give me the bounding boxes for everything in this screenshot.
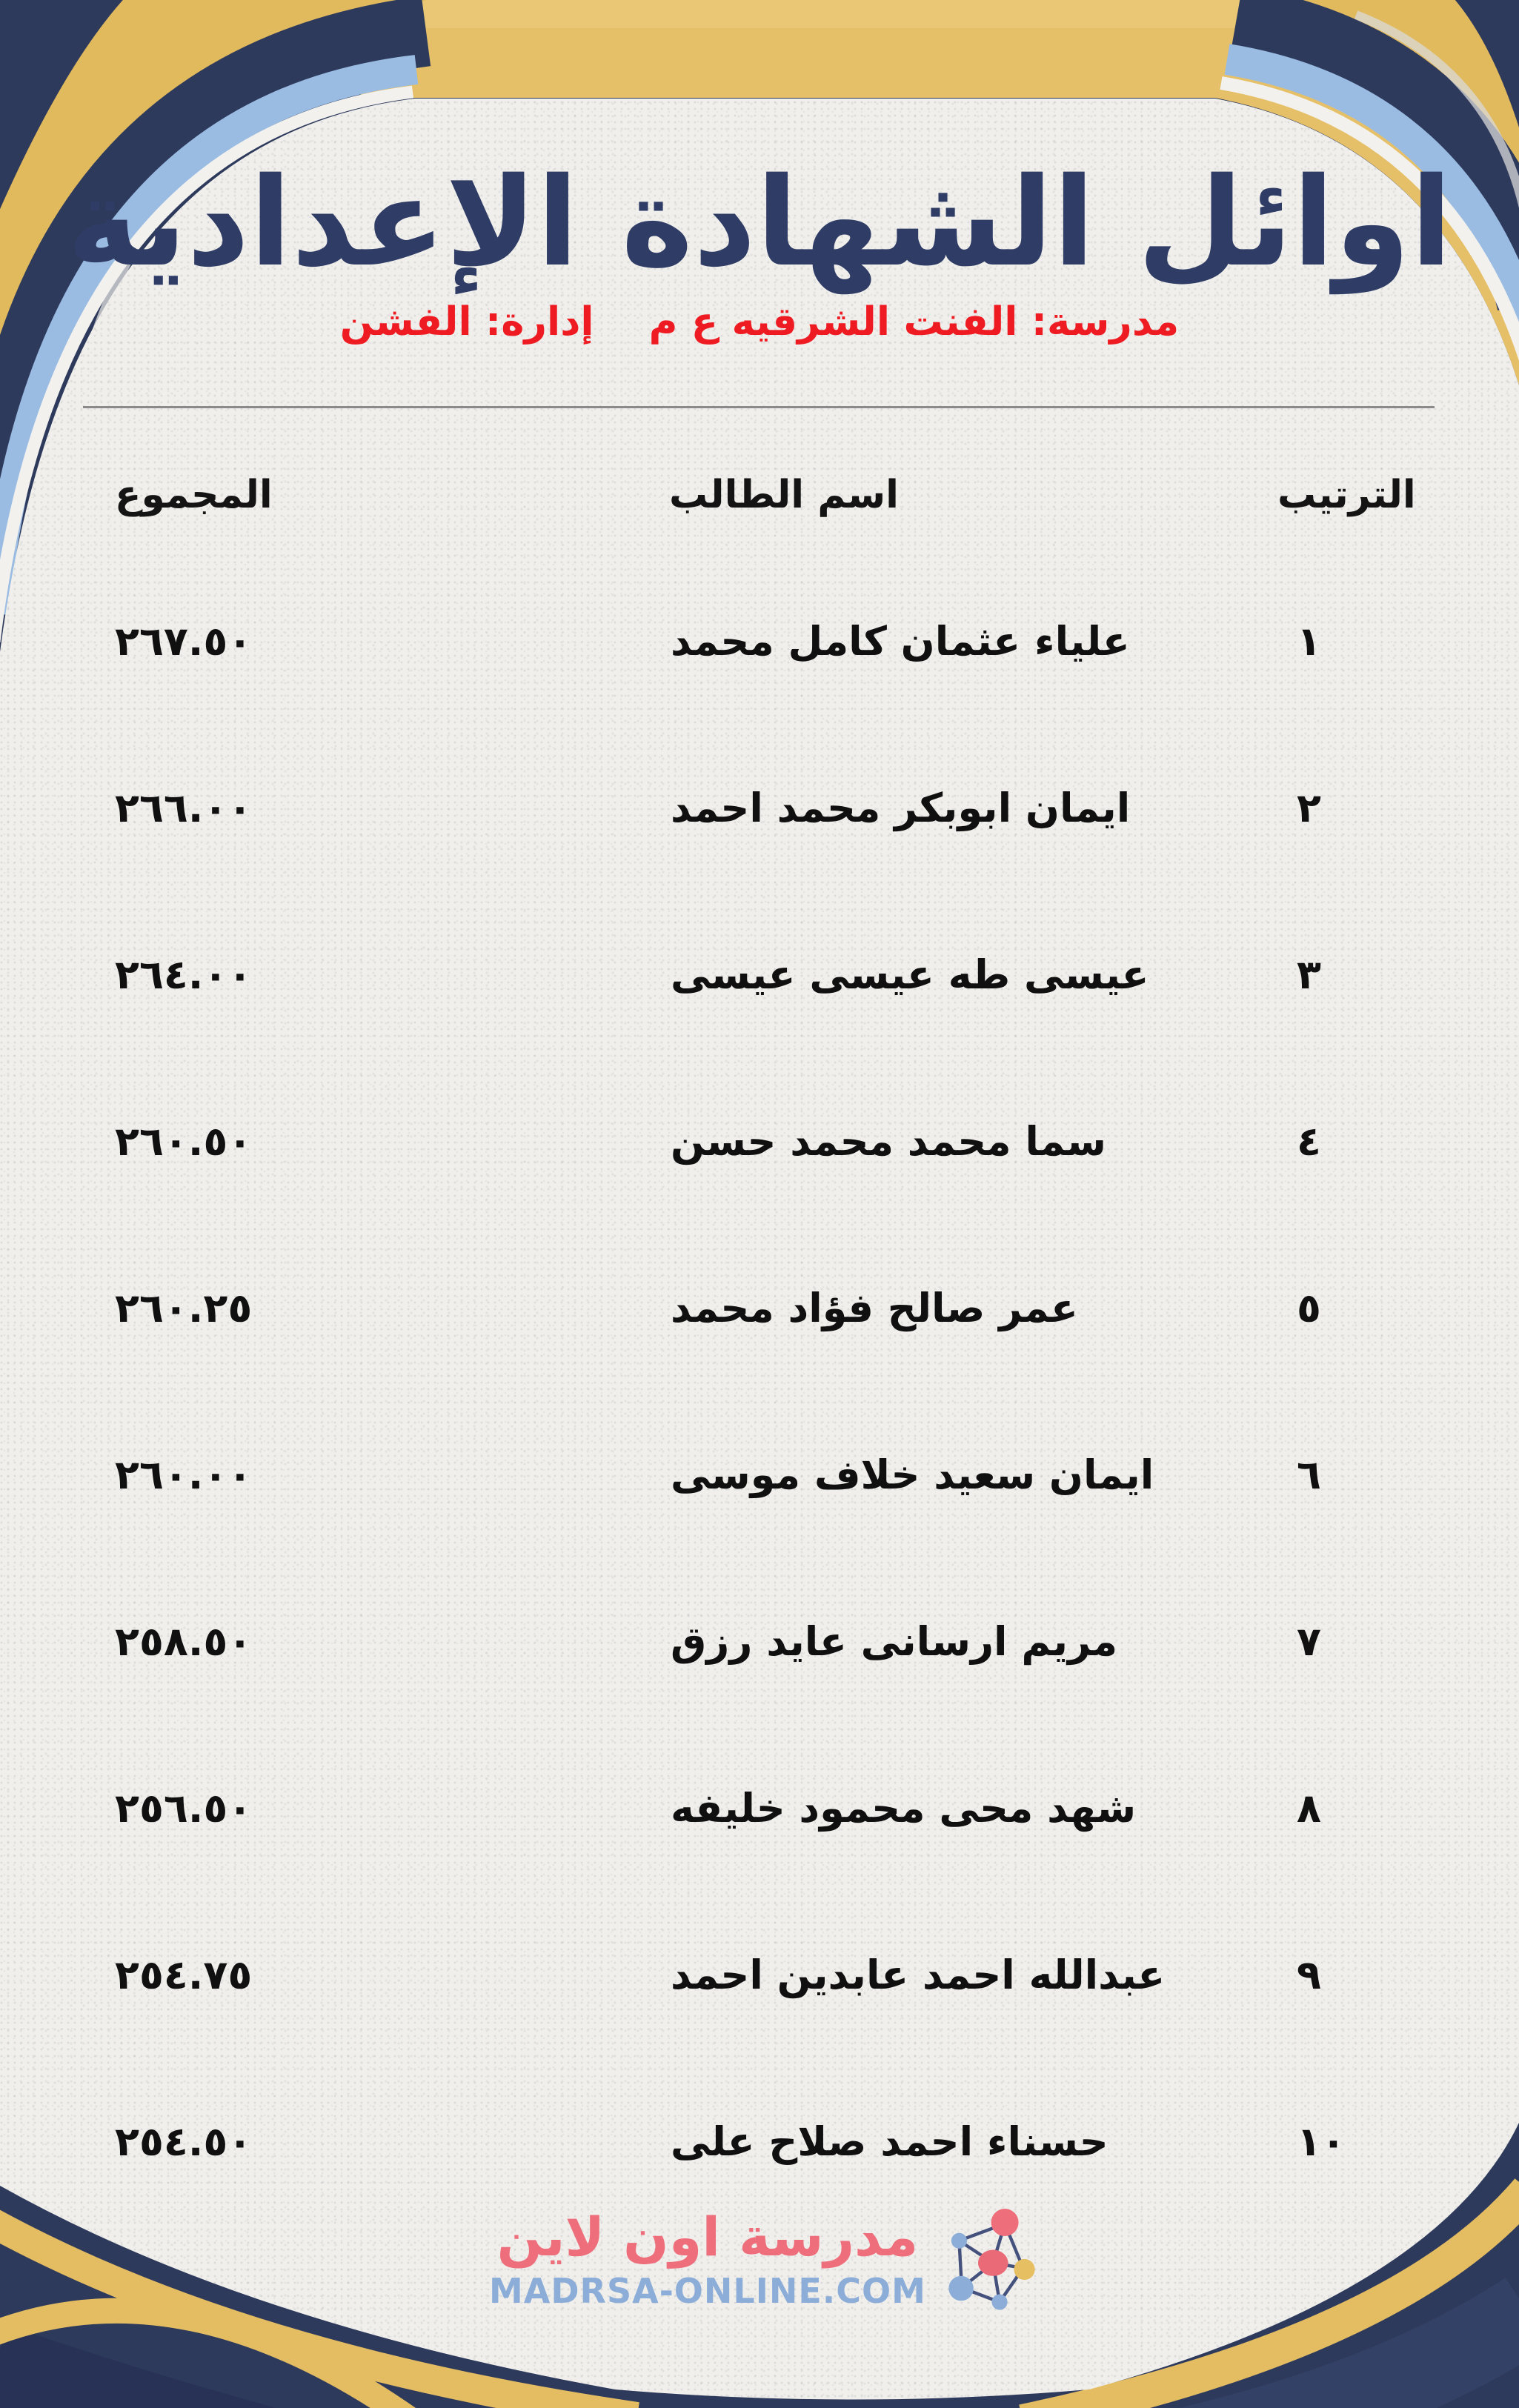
row-student-name: حسناء احمد صلاح على xyxy=(671,2118,1108,2165)
network-logo-icon xyxy=(940,2195,1037,2321)
row-total: ٢٥٤.٧٥ xyxy=(115,1951,253,1998)
school-name: مدرسة: الفنت الشرقيه ع م xyxy=(648,299,1180,345)
column-header-total: المجموع xyxy=(115,472,273,517)
site-brand-footer xyxy=(489,2192,1037,2325)
row-student-name: ايمان سعيد خلاف موسى xyxy=(671,1451,1154,1498)
node-gold-right xyxy=(1014,2259,1034,2280)
row-total: ٢٥٦.٥٠ xyxy=(115,1784,253,1832)
row-student-name: علياء عثمان كامل محمد xyxy=(671,617,1130,665)
row-rank: ١ xyxy=(1297,617,1321,665)
row-rank: ١٠ xyxy=(1297,2118,1346,2165)
row-student-name: عمر صالح فؤاد محمد xyxy=(671,1284,1078,1331)
table-row xyxy=(0,1430,1519,1519)
row-student-name: شهد محى محمود خليفه xyxy=(671,1784,1137,1832)
table-row xyxy=(0,2097,1519,2186)
table-row xyxy=(0,1763,1519,1852)
row-rank: ٩ xyxy=(1297,1951,1321,1998)
column-header-name: اسم الطالب xyxy=(669,472,899,517)
column-header-rank: الترتيب xyxy=(1277,472,1416,517)
brand-website: MADRSA-ONLINE.COM xyxy=(489,2271,926,2311)
node-pink-center xyxy=(978,2250,1008,2276)
row-student-name: عبدالله احمد عابدين احمد xyxy=(671,1951,1166,1998)
page-title: اوائل الشهادة الإعدادية xyxy=(67,151,1452,293)
row-total: ٢٥٨.٥٠ xyxy=(115,1617,253,1665)
row-rank: ٨ xyxy=(1297,1784,1321,1832)
table-row xyxy=(0,1930,1519,2019)
row-student-name: مريم ارسانى عايد رزق xyxy=(671,1617,1118,1665)
table-row xyxy=(0,1097,1519,1185)
node-blue-bottom-left xyxy=(948,2276,973,2301)
brand-texts xyxy=(489,2206,926,2311)
row-total: ٢٦٦.٠٠ xyxy=(115,784,253,831)
row-total: ٢٦٤.٠٠ xyxy=(115,951,253,998)
row-total: ٢٦٠.٢٥ xyxy=(115,1284,253,1331)
row-total: ٢٦٠.٥٠ xyxy=(115,1117,253,1165)
row-rank: ٦ xyxy=(1297,1451,1321,1498)
table-row xyxy=(0,1263,1519,1352)
table-row xyxy=(0,596,1519,685)
table-row xyxy=(0,763,1519,852)
row-rank: ٤ xyxy=(1297,1117,1321,1165)
row-total: ٢٦٠.٠٠ xyxy=(115,1451,253,1498)
district-name: إدارة: الفشن xyxy=(339,299,594,345)
brand-name-arabic: مدرسة اون لاين xyxy=(496,2206,919,2268)
row-rank: ٢ xyxy=(1297,784,1321,831)
row-student-name: سما محمد محمد حسن xyxy=(671,1117,1106,1165)
node-blue-left xyxy=(951,2233,967,2249)
row-total: ٢٦٧.٥٠ xyxy=(115,617,253,665)
row-student-name: عيسى طه عيسى عيسى xyxy=(671,951,1149,998)
node-blue-bottom xyxy=(991,2294,1007,2309)
row-rank: ٧ xyxy=(1297,1617,1321,1665)
row-rank: ٣ xyxy=(1297,951,1321,998)
row-rank: ٥ xyxy=(1297,1284,1321,1331)
node-pink-top xyxy=(991,2209,1018,2236)
table-row xyxy=(0,1597,1519,1686)
row-total: ٢٥٤.٥٠ xyxy=(115,2118,253,2165)
table-row xyxy=(0,930,1519,1019)
row-student-name: ايمان ابوبكر محمد احمد xyxy=(671,784,1131,831)
